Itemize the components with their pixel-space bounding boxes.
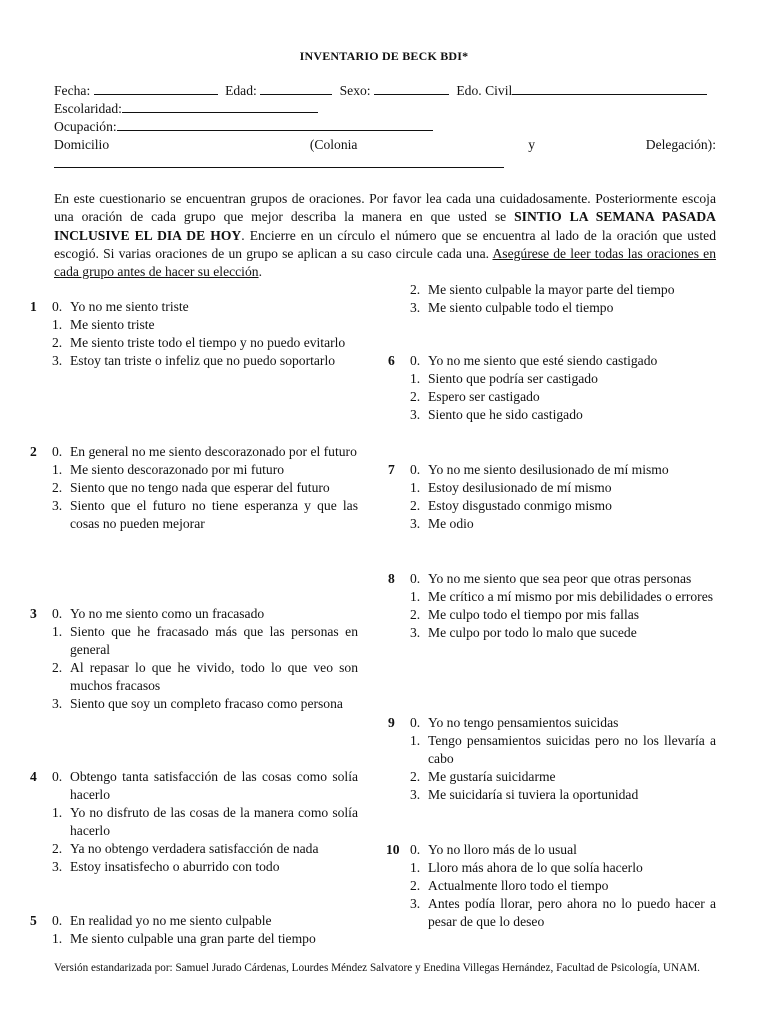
- option-text: Me suicidaría si tuviera la oportunidad: [428, 787, 639, 802]
- option-number[interactable]: 1.: [52, 805, 63, 820]
- option[interactable]: [410, 859, 716, 877]
- option-text: Antes podía llorar, pero ahora no lo puedo hacer a pesar de que lo deseo: [428, 896, 716, 929]
- option-number[interactable]: 2.: [52, 841, 63, 856]
- instructions-end: .: [258, 264, 262, 280]
- option[interactable]: [52, 804, 358, 840]
- option-number[interactable]: 1.: [410, 371, 421, 386]
- option-text: Yo no lloro más de lo usual: [428, 842, 577, 857]
- option-number[interactable]: 1.: [410, 860, 421, 875]
- colonia-label: (Colonia: [309, 137, 358, 152]
- option-number[interactable]: 2.: [52, 335, 63, 350]
- option-number[interactable]: 2.: [52, 660, 63, 675]
- option-text: Yo no me siento triste: [70, 299, 189, 314]
- option[interactable]: [410, 479, 716, 497]
- option-text: Yo no tengo pensamientos suicidas: [428, 715, 619, 730]
- option[interactable]: [52, 443, 358, 461]
- option-text: Siento que soy un completo fracaso como persona: [70, 696, 343, 711]
- option-text: Me culpo todo el tiempo por mis fallas: [428, 607, 640, 622]
- option[interactable]: [52, 858, 358, 876]
- instructions-text: En este cuestionario se encuentran grupos de oraciones. Por favor lea cada una cuidadosamente. Posteriormente escoja una oración de cada grupo que mejor describa la manera en que usted se: [54, 191, 716, 225]
- option-text: Obtengo tanta satisfacción de las cosas como solía hacerlo: [70, 769, 358, 802]
- option-text: En realidad yo no me siento culpable: [70, 913, 272, 928]
- option-number[interactable]: 1.: [52, 931, 63, 946]
- option-text: Estoy tan triste o infeliz que no puedo soportarlo: [70, 353, 336, 368]
- instructions-paragraph: [54, 190, 716, 281]
- option[interactable]: [52, 352, 358, 370]
- option-number[interactable]: 0.: [410, 571, 421, 586]
- question-2-options: [52, 443, 358, 533]
- option-text: Me siento triste: [70, 317, 155, 332]
- option[interactable]: [52, 461, 358, 479]
- option-number[interactable]: 2.: [410, 389, 421, 404]
- option-text: En general no me siento descorazonado por el futuro: [70, 444, 357, 459]
- fecha-label: Fecha:: [54, 83, 91, 98]
- option[interactable]: [52, 623, 358, 659]
- question-8-options: [410, 570, 716, 642]
- edad-label: Edad:: [225, 83, 257, 98]
- edad-field[interactable]: [260, 82, 332, 95]
- form-row-2: [54, 100, 716, 118]
- y-label: y: [528, 137, 536, 152]
- delegacion-label: Delegación):: [645, 137, 716, 152]
- form-row-3: [54, 118, 716, 136]
- question-3-options: [52, 605, 358, 713]
- option[interactable]: [410, 497, 716, 515]
- option-number[interactable]: 0.: [410, 462, 421, 477]
- option-text: Me siento triste todo el tiempo y no puedo evitarlo: [70, 335, 346, 350]
- ocupacion-label: Ocupación:: [54, 119, 117, 134]
- option-number[interactable]: 0.: [52, 913, 63, 928]
- option[interactable]: [52, 316, 358, 334]
- question-number: 2: [30, 444, 37, 459]
- edo-civil-field[interactable]: [512, 82, 707, 95]
- question-number: 1: [30, 299, 37, 314]
- option-text: Me crítico a mí mismo por mis debilidades o errores: [428, 589, 714, 604]
- option[interactable]: [410, 606, 716, 624]
- option-text: Actualmente lloro todo el tiempo: [428, 878, 609, 893]
- question-6-options: [410, 352, 716, 424]
- option[interactable]: [410, 388, 716, 406]
- option[interactable]: [410, 406, 716, 424]
- option-number[interactable]: 0.: [52, 769, 63, 784]
- option[interactable]: [52, 659, 358, 695]
- instructions-text-2: . Encierre en un círculo el número que se encuentra al lado de la oración que usted escogió. Si varias oraciones de un grupo se aplican a su caso circule cada una.: [54, 227, 716, 261]
- option-number[interactable]: 3.: [410, 787, 421, 802]
- option-text: Yo no me siento que sea peor que otras personas: [428, 571, 692, 586]
- option[interactable]: [410, 515, 716, 533]
- option-text: Me odio: [428, 516, 474, 531]
- escolaridad-field[interactable]: [122, 100, 318, 113]
- option[interactable]: [52, 298, 358, 316]
- option-text: Estoy desilusionado de mí mismo: [428, 480, 612, 495]
- option-number[interactable]: 0.: [52, 299, 63, 314]
- option[interactable]: [52, 840, 358, 858]
- option-text: Me siento descorazonado por mi futuro: [70, 462, 285, 477]
- option-number[interactable]: 3.: [52, 859, 63, 874]
- document-title: INVENTARIO DE BECK BDI*: [299, 49, 469, 63]
- option-number[interactable]: 3.: [410, 896, 421, 911]
- option-text: Tengo pensamientos suicidas pero no los llevaría a cabo: [428, 733, 716, 766]
- option-text: Al repasar lo que he vivido, todo lo que veo son muchos fracasos: [70, 660, 358, 693]
- ocupacion-field[interactable]: [117, 118, 433, 131]
- option-text: Siento que el futuro no tiene esperanza y que las cosas no pueden mejorar: [70, 498, 358, 531]
- option[interactable]: [52, 334, 358, 352]
- option-text: Yo no me siento desilusionado de mí mismo: [428, 462, 669, 477]
- option-text: Me siento culpable la mayor parte del tiempo: [428, 282, 675, 297]
- option-number[interactable]: 2.: [410, 498, 421, 513]
- option-number[interactable]: 1.: [410, 480, 421, 495]
- question-number: 3: [30, 606, 37, 621]
- edo-civil-label: Edo. Civil: [456, 83, 513, 98]
- option-number[interactable]: 1.: [52, 317, 63, 332]
- option-number[interactable]: 2.: [410, 769, 421, 784]
- option-number[interactable]: 3.: [52, 696, 63, 711]
- instructions-underlined: Asegúrese de leer todas las oraciones en cada grupo antes de hacer su elección: [54, 245, 717, 280]
- option[interactable]: [410, 732, 716, 768]
- option-text: Estoy disgustado conmigo mismo: [428, 498, 612, 513]
- question-number: 6: [388, 353, 395, 368]
- question-number: 9: [388, 715, 395, 730]
- footer-credits: Versión estandarizada por: Samuel Jurado Cárdenas, Lourdes Méndez Salvatore y Enedina Villegas Hernández, Facultad de Psicología, UNAM.: [54, 962, 700, 974]
- option-text: Me culpo por todo lo malo que sucede: [428, 625, 637, 640]
- option-number[interactable]: 1.: [52, 462, 63, 477]
- option-text: Siento que he fracasado más que las personas en general: [70, 624, 358, 657]
- form-row-1: [54, 82, 716, 100]
- option-number[interactable]: 3.: [52, 498, 63, 513]
- option-number[interactable]: 2.: [52, 480, 63, 495]
- option-number[interactable]: 0.: [52, 606, 63, 621]
- option-text: Me siento culpable todo el tiempo: [428, 300, 614, 315]
- domicilio-label: Domicilio: [54, 137, 110, 152]
- option[interactable]: [410, 786, 716, 804]
- option-text: Me gustaría suicidarme: [428, 769, 556, 784]
- option[interactable]: [52, 930, 358, 948]
- option[interactable]: [410, 352, 716, 370]
- option-number[interactable]: 0.: [410, 842, 421, 857]
- option[interactable]: [410, 714, 716, 732]
- option-text: Ya no obtengo verdadera satisfacción de nada: [70, 841, 319, 856]
- domicilio-field[interactable]: [54, 155, 504, 168]
- question-5-options: [52, 912, 358, 948]
- option[interactable]: [410, 370, 716, 388]
- sexo-field[interactable]: [374, 82, 449, 95]
- option[interactable]: [410, 877, 716, 895]
- option-number[interactable]: 1.: [410, 733, 421, 748]
- option-text: Yo no me siento que esté siendo castigado: [428, 353, 658, 368]
- option-text: Siento que he sido castigado: [428, 407, 583, 422]
- sexo-label: Sexo:: [339, 83, 371, 98]
- option-number[interactable]: 3.: [410, 516, 421, 531]
- option[interactable]: [410, 281, 716, 299]
- option[interactable]: [52, 497, 358, 533]
- option-number[interactable]: 3.: [410, 407, 421, 422]
- question-7-options: [410, 461, 716, 533]
- fecha-field[interactable]: [94, 82, 218, 95]
- question-number: 5: [30, 913, 37, 928]
- option-text: Siento que no tengo nada que esperar del futuro: [70, 480, 330, 495]
- option-text: Lloro más ahora de lo que solía hacerlo: [428, 860, 643, 875]
- option[interactable]: [52, 912, 358, 930]
- option-number[interactable]: 3.: [410, 625, 421, 640]
- option-number[interactable]: 3.: [52, 353, 63, 368]
- question-number: 8: [388, 571, 395, 586]
- question-9-options: [410, 714, 716, 804]
- escolaridad-label: Escolaridad:: [54, 101, 122, 116]
- option-number[interactable]: 1.: [410, 589, 421, 604]
- option-number[interactable]: 3.: [410, 300, 421, 315]
- form-row-4: [54, 136, 716, 154]
- option[interactable]: [52, 605, 358, 623]
- question-number: 4: [30, 769, 37, 784]
- question-5-options-continued: [410, 281, 716, 317]
- option-text: Estoy insatisfecho o aburrido con todo: [70, 859, 280, 874]
- option-text: Siento que podría ser castigado: [428, 371, 598, 386]
- option-number[interactable]: 0.: [52, 444, 63, 459]
- option-text: Espero ser castigado: [428, 389, 540, 404]
- option[interactable]: [52, 695, 358, 713]
- option-number[interactable]: 0.: [410, 715, 421, 730]
- question-number: 7: [388, 462, 395, 477]
- option[interactable]: [410, 624, 716, 642]
- question-4-options: [52, 768, 358, 876]
- option[interactable]: [410, 299, 716, 317]
- instructions-emphasis: SINTIO LA SEMANA PASADA INCLUSIVE EL DIA DE HOY: [54, 209, 716, 243]
- question-10-options: [410, 841, 716, 931]
- option-number[interactable]: 0.: [410, 353, 421, 368]
- option[interactable]: [52, 479, 358, 497]
- option[interactable]: [410, 461, 716, 479]
- option[interactable]: [410, 588, 716, 606]
- option[interactable]: [410, 768, 716, 786]
- option-number[interactable]: 2.: [410, 878, 421, 893]
- option-text: Yo no me siento como un fracasado: [70, 606, 265, 621]
- option-number[interactable]: 1.: [52, 624, 63, 639]
- option[interactable]: [410, 895, 716, 931]
- option[interactable]: [52, 768, 358, 804]
- option[interactable]: [410, 841, 716, 859]
- option-text: Me siento culpable una gran parte del tiempo: [70, 931, 316, 946]
- option[interactable]: [410, 570, 716, 588]
- option-text: Yo no disfruto de las cosas de la manera como solía hacerlo: [70, 805, 358, 838]
- option-number[interactable]: 2.: [410, 282, 421, 297]
- question-number: 10: [386, 842, 400, 857]
- option-number[interactable]: 2.: [410, 607, 421, 622]
- question-1-options: [52, 298, 358, 370]
